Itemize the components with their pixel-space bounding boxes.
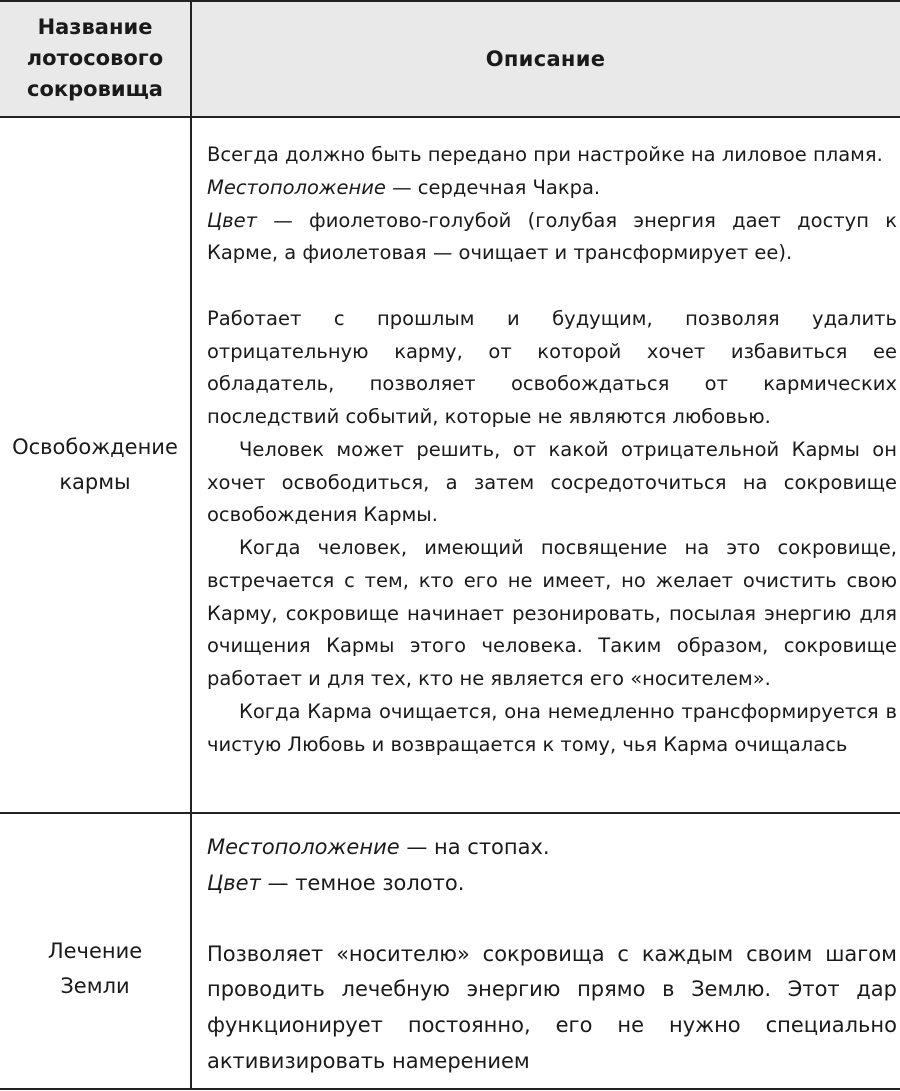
header-name-line: Название: [37, 15, 153, 39]
color-value: — фиолетово-голубой (голубая энергия дает доступ к Карме, а фиолетовая — очищает и трансформирует ее).: [207, 208, 897, 265]
row-description-karma-release: [207, 139, 897, 762]
table-top-border: [0, 0, 900, 2]
header-description-column: [191, 0, 900, 117]
row-name-line: Земли: [60, 973, 130, 998]
paragraph: Позволяет «носителю» сокровища с каждым своим шагом проводить лечебную энергию прямо в Землю. Этот дар функционирует постоянно, его не нужно специально активизировать намерением: [207, 941, 897, 1073]
table-bottom-border: [0, 1088, 900, 1090]
header-name-column: [0, 0, 190, 117]
paragraph: Когда человек, имеющий посвящение на это сокровище, встречается с тем, кто его не имеет, но желает очистить свою Карму, сокровище начинает резонировать, посылая энергию для очищения Кармы этого человека. Таким образом, сокровище работает и для тех, кто не является его «носителем».: [207, 536, 897, 691]
location-label: Местоположение: [207, 175, 386, 199]
row-description-earth-healing: [207, 830, 897, 1079]
row-name-earth-healing: [0, 813, 190, 1088]
paragraph: Когда Карма очищается, она немедленно трансформируется в чистую Любовь и возвращается к тому, чья Карма очищалась: [207, 700, 897, 756]
color-line: [207, 866, 897, 902]
location-line: [207, 830, 897, 866]
header-name-line: лотосового: [26, 46, 164, 70]
intro-text: Всегда должно быть передано при настройке на лиловое пламя.: [207, 143, 883, 166]
color-label: Цвет: [207, 208, 257, 232]
row-name-line: кармы: [59, 469, 131, 494]
color-line: [207, 205, 897, 271]
location-value: — на стопах.: [399, 835, 550, 859]
paragraph: Работает с прошлым и будущим, позволяя удалить отрицательную карму, от которой хочет избавиться ее обладатель, позволяет освобождаться от кармических последствий событий, которые не являются любовью.: [207, 306, 897, 429]
paragraph: Человек может решить, от какой отрицательной Кармы он хочет освободиться, а затем сосредоточиться на сокровище освобождения Кармы.: [207, 437, 897, 527]
header-name-line: сокровища: [27, 77, 163, 101]
row-name-line: Освобождение: [12, 434, 178, 459]
location-label: Местоположение: [207, 835, 400, 859]
header-description-label: Описание: [485, 46, 606, 71]
row-name-karma-release: [0, 117, 190, 812]
color-value: — темное золото.: [260, 870, 465, 895]
location-value: — сердечная Чакра.: [385, 175, 601, 199]
column-divider: [190, 0, 192, 1090]
row-name-line: Лечение: [47, 938, 143, 963]
location-line: [207, 172, 897, 205]
color-label: Цвет: [207, 870, 261, 895]
